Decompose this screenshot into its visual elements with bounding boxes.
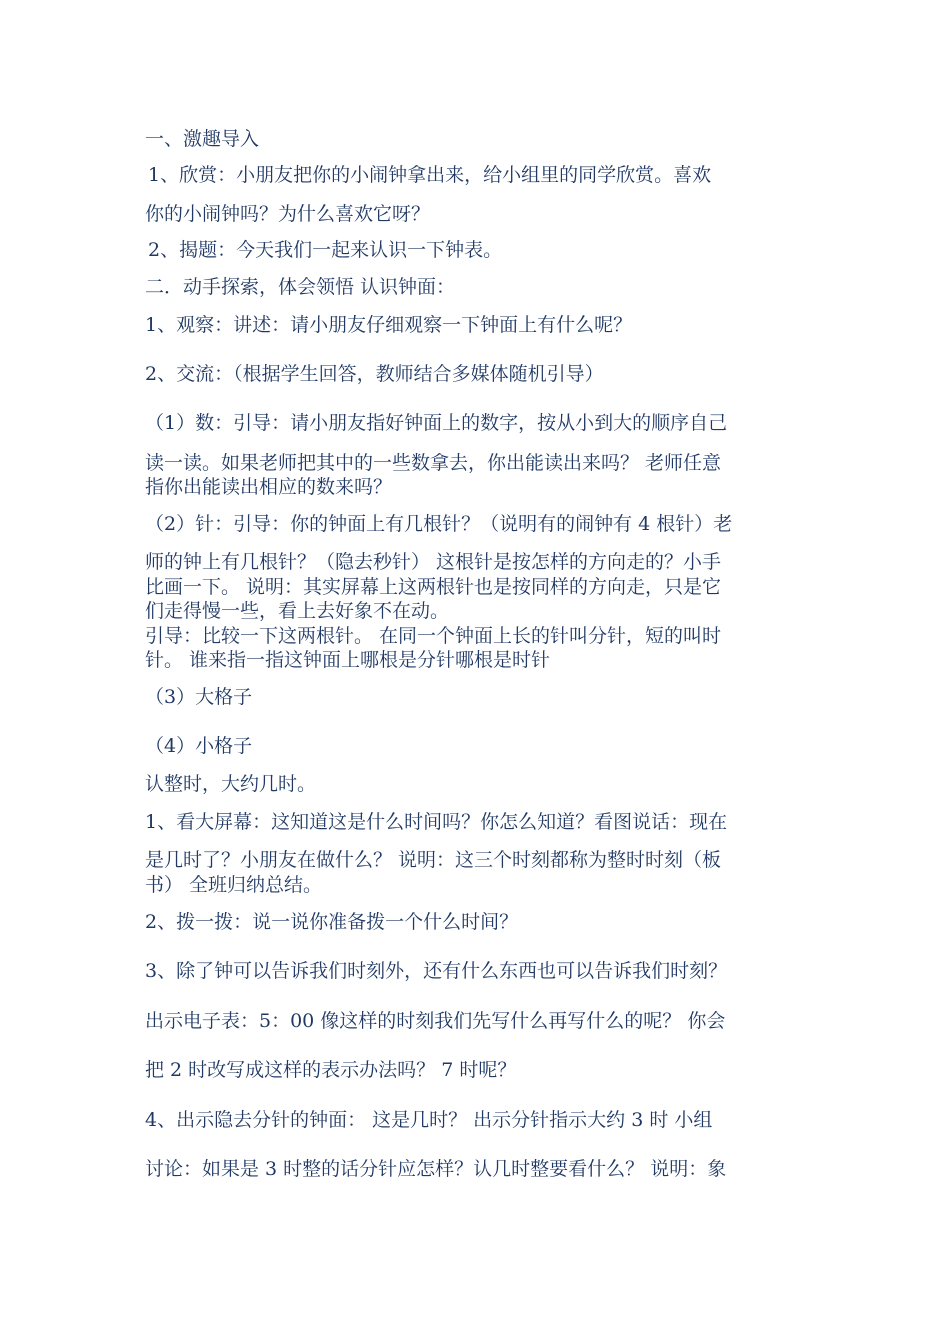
paragraph-line: 认整时，大约几时。 — [145, 773, 317, 795]
paragraph-line: 出示电子表：5：00 像这样的时刻我们先写什么再写什么的呢？ 你会 — [145, 1010, 726, 1032]
paragraph-line: （3）大格子 — [145, 686, 253, 708]
paragraph-line: 比画一下。 说明：其实屏幕上这两根针也是按同样的方向走，只是它 — [145, 576, 722, 598]
paragraph-line: 讨论：如果是 3 时整的话分针应怎样？认几时整要看什么？ 说明：象 — [145, 1158, 727, 1180]
paragraph-line: 1、欣赏：小朋友把你的小闹钟拿出来，给小组里的同学欣赏。喜欢 — [148, 164, 712, 186]
paragraph-line: 师的钟上有几根针？（隐去秒针） 这根针是按怎样的方向走的？小手 — [145, 551, 722, 573]
paragraph-line: 书） 全班归纳总结。 — [145, 874, 323, 896]
paragraph-line: 指你出能读出相应的数来吗？ — [145, 476, 393, 498]
section-heading-1: 一、激趣导入 — [145, 128, 260, 150]
paragraph-line: 1、看大屏幕：这知道这是什么时间吗？你怎么知道？看图说话：现在 — [145, 811, 728, 833]
paragraph-line: 读一读。如果老师把其中的一些数拿去，你出能读出来吗？ 老师任意 — [145, 452, 722, 474]
paragraph-line: 把 2 时改写成这样的表示办法吗？ 7 时呢？ — [145, 1059, 517, 1081]
paragraph-line: 3、除了钟可以告诉我们时刻外，还有什么东西也可以告诉我们时刻？ — [145, 960, 728, 982]
paragraph-line: （1）数：引导：请小朋友指好钟面上的数字，按从小到大的顺序自己 — [145, 412, 728, 434]
paragraph-line: （2）针：引导：你的钟面上有几根针？（说明有的闹钟有 4 根针）老 — [145, 513, 733, 535]
paragraph-line: 们走得慢一些，看上去好象不在动。 — [145, 600, 450, 622]
paragraph-line: 2、拨一拨：说一说你准备拨一个什么时间？ — [145, 911, 519, 933]
paragraph-line: 针。 谁来指一指这钟面上哪根是分针哪根是时针 — [145, 649, 551, 671]
section-heading-2: 二．动手探索，体会领悟 认识钟面： — [145, 276, 456, 298]
paragraph-line: 2、交流：（根据学生回答，教师结合多媒体随机引导） — [145, 363, 604, 385]
paragraph-line: 1、观察：讲述：请小朋友仔细观察一下钟面上有什么呢？ — [145, 314, 633, 336]
paragraph-line: 4、出示隐去分针的钟面： 这是几时？ 出示分针指示大约 3 时 小组 — [145, 1109, 713, 1131]
paragraph-line: 是几时了？小朋友在做什么？ 说明：这三个时刻都称为整时时刻（板 — [145, 849, 722, 871]
paragraph-line: 2、揭题：今天我们一起来认识一下钟表。 — [148, 239, 503, 261]
paragraph-line: （4）小格子 — [145, 735, 253, 757]
paragraph-line: 你的小闹钟吗？为什么喜欢它呀？ — [145, 203, 431, 225]
paragraph-line: 引导：比较一下这两根针。 在同一个钟面上长的针叫分针，短的叫时 — [145, 625, 722, 647]
